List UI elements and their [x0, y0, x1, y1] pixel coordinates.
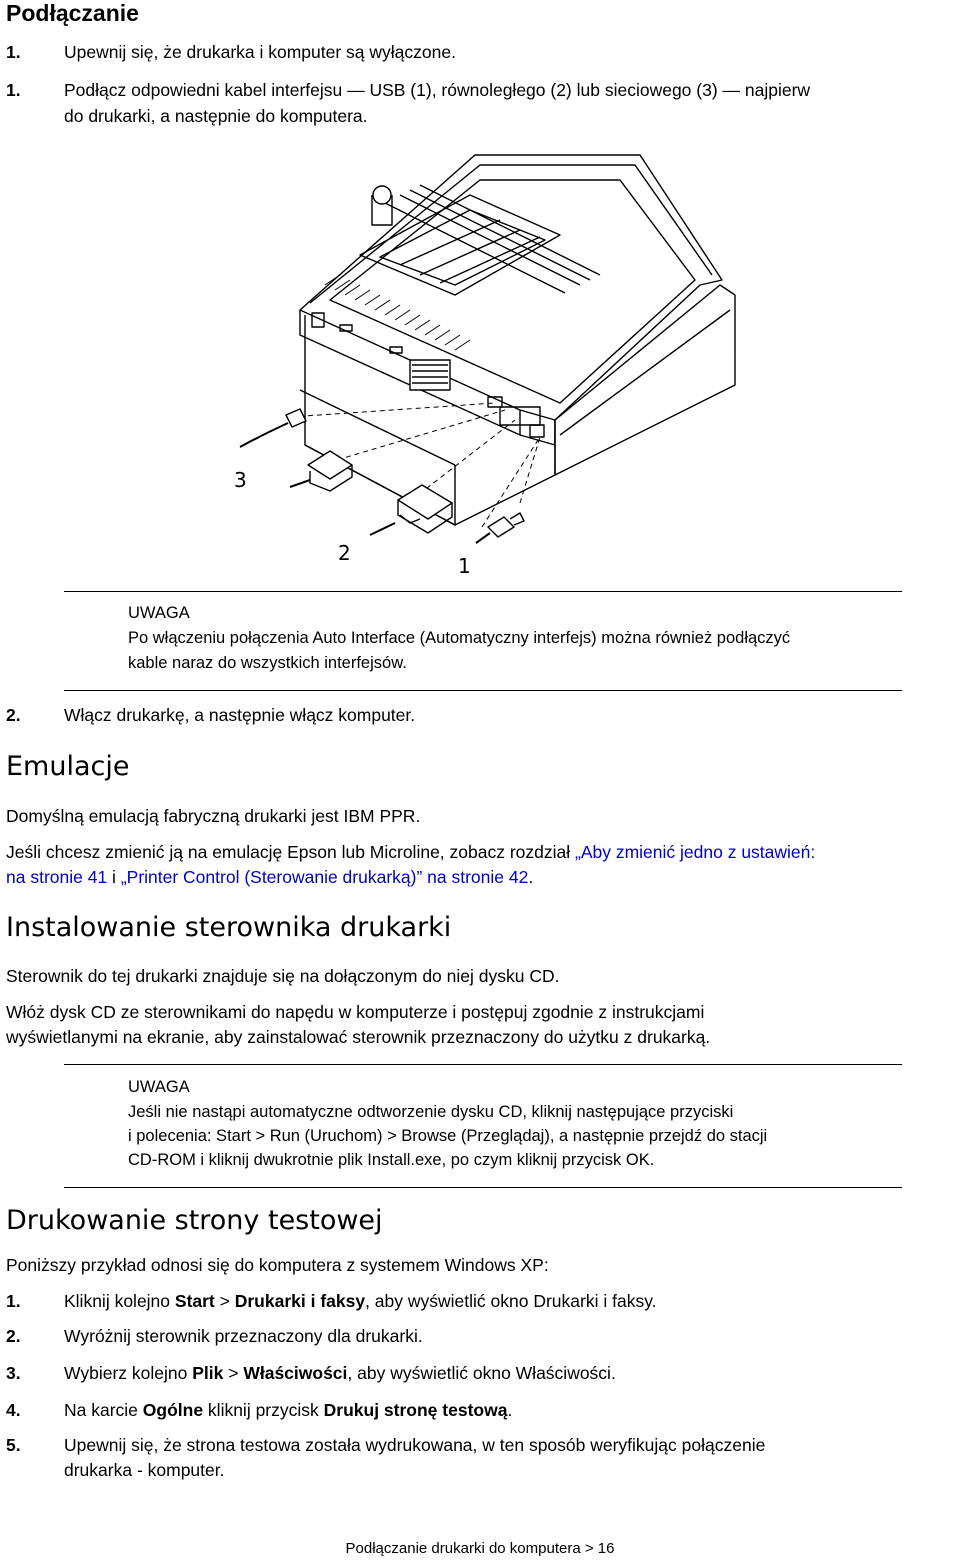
- paragraph: Sterownik do tej drukarki znajduje się na dołączonym do niej dysku CD.: [6, 966, 560, 986]
- step-number: 5.: [6, 1435, 21, 1455]
- step-text-part: , aby wyświetlić okno Właściwości.: [347, 1363, 616, 1383]
- step-text: Włącz drukarkę, a następnie włącz komputer.: [64, 705, 416, 725]
- step-number: 4.: [6, 1400, 21, 1420]
- ui-term-properties: Właściwości: [243, 1363, 348, 1383]
- step-text-part: kliknij przycisk: [203, 1400, 324, 1420]
- note-rule-top: [64, 591, 902, 592]
- ui-term-start: Start: [174, 1291, 215, 1311]
- link-printer-control[interactable]: „Printer Control (Sterowanie drukarką)” na stronie 42: [120, 867, 529, 887]
- step-text-part: >: [214, 1291, 235, 1311]
- paragraph: [6, 840, 815, 865]
- note-text: kable naraz do wszystkich interfejsów.: [128, 654, 407, 672]
- step-text-part: .: [507, 1400, 513, 1420]
- printer-illustration: [0, 135, 960, 585]
- paragraph-text: .: [528, 867, 534, 887]
- ui-term-file: Plik: [192, 1363, 224, 1383]
- step-text: [64, 1361, 616, 1386]
- note-rule-bottom: [64, 1187, 902, 1188]
- paragraph: wyświetlanymi na ekranie, aby zainstalować sterownik przeznaczony do użytku z drukarką.: [6, 1027, 711, 1047]
- step-number: 2.: [6, 1326, 21, 1346]
- step-number: 3.: [6, 1363, 21, 1383]
- step-number: 1.: [6, 42, 21, 62]
- figure-label-3: 3: [234, 468, 247, 492]
- section-title-test-page: Drukowanie strony testowej: [6, 1205, 383, 1236]
- note-rule-bottom: [64, 690, 902, 691]
- paragraph: [6, 865, 533, 890]
- paragraph-text: i: [107, 867, 121, 887]
- figure-label-2: 2: [338, 541, 351, 565]
- ui-term-print-test-page: Drukuj stronę testową: [323, 1400, 508, 1420]
- figure-label-1: 1: [458, 554, 471, 578]
- section-title-driver: Instalowanie sterownika drukarki: [6, 912, 452, 943]
- note-label: UWAGA: [128, 1078, 190, 1096]
- link-settings[interactable]: „Aby zmienić jedno z ustawień:: [575, 842, 816, 862]
- step-text-part: Wybierz kolejno: [64, 1363, 193, 1383]
- section-title-emulations: Emulacje: [6, 751, 130, 782]
- note-label: UWAGA: [128, 604, 190, 622]
- step-text: [64, 1398, 512, 1423]
- paragraph: Domyślną emulacją fabryczną drukarki jest IBM PPR.: [6, 806, 421, 826]
- step-text: Upewnij się, że strona testowa została wydrukowana, w ten sposób weryfikując połączenie: [64, 1435, 766, 1455]
- step-text-part: , aby wyświetlić okno Drukarki i faksy.: [365, 1291, 657, 1311]
- ui-term-general: Ogólne: [142, 1400, 204, 1420]
- step-text-cont: do drukarki, a następnie do komputera.: [64, 106, 368, 126]
- paragraph-text: Jeśli chcesz zmienić ją na emulację Epson lub Microline, zobacz rozdział: [6, 842, 575, 862]
- page-footer: Podłączanie drukarki do komputera > 16: [345, 1540, 615, 1557]
- paragraph: Włóż dysk CD ze sterownikami do napędu w komputerze i postępuj zgodnie z instrukcjami: [6, 1002, 705, 1022]
- step-number: 1.: [6, 80, 21, 100]
- step-number: 1.: [6, 1291, 21, 1311]
- step-text: [64, 1289, 657, 1314]
- step-text: Wyróżnij sterownik przeznaczony dla drukarki.: [64, 1326, 423, 1346]
- step-text-cont: drukarka - komputer.: [64, 1460, 225, 1480]
- note-rule-top: [64, 1064, 902, 1065]
- section-title-connecting: Podłączanie: [6, 0, 139, 26]
- step-text: Upewnij się, że drukarka i komputer są wyłączone.: [64, 42, 456, 62]
- paragraph: Poniższy przykład odnosi się do komputera z systemem Windows XP:: [6, 1255, 549, 1275]
- ui-term-printers: Drukarki i faksy: [234, 1291, 366, 1311]
- note-text: CD-ROM i kliknij dwukrotnie plik Install.exe, po czym kliknij przycisk OK.: [128, 1151, 655, 1169]
- step-text-part: Na karcie: [64, 1400, 143, 1420]
- note-text: i polecenia: Start > Run (Uruchom) > Browse (Przeglądaj), a następnie przejdź do stacji: [128, 1127, 768, 1145]
- step-text-part: >: [223, 1363, 244, 1383]
- note-text: Jeśli nie nastąpi automatyczne odtworzenie dysku CD, kliknij następujące przyciski: [128, 1103, 734, 1121]
- step-number: 2.: [6, 705, 21, 725]
- link-settings-page[interactable]: na stronie 41: [6, 867, 108, 887]
- note-text: Po włączeniu połączenia Auto Interface (Automatyczny interfejs) można również podłączyć: [128, 629, 791, 647]
- step-text-part: Kliknij kolejno: [64, 1291, 175, 1311]
- step-text: Podłącz odpowiedni kabel interfejsu — USB (1), równoległego (2) lub sieciowego (3) — najpierw: [64, 80, 811, 100]
